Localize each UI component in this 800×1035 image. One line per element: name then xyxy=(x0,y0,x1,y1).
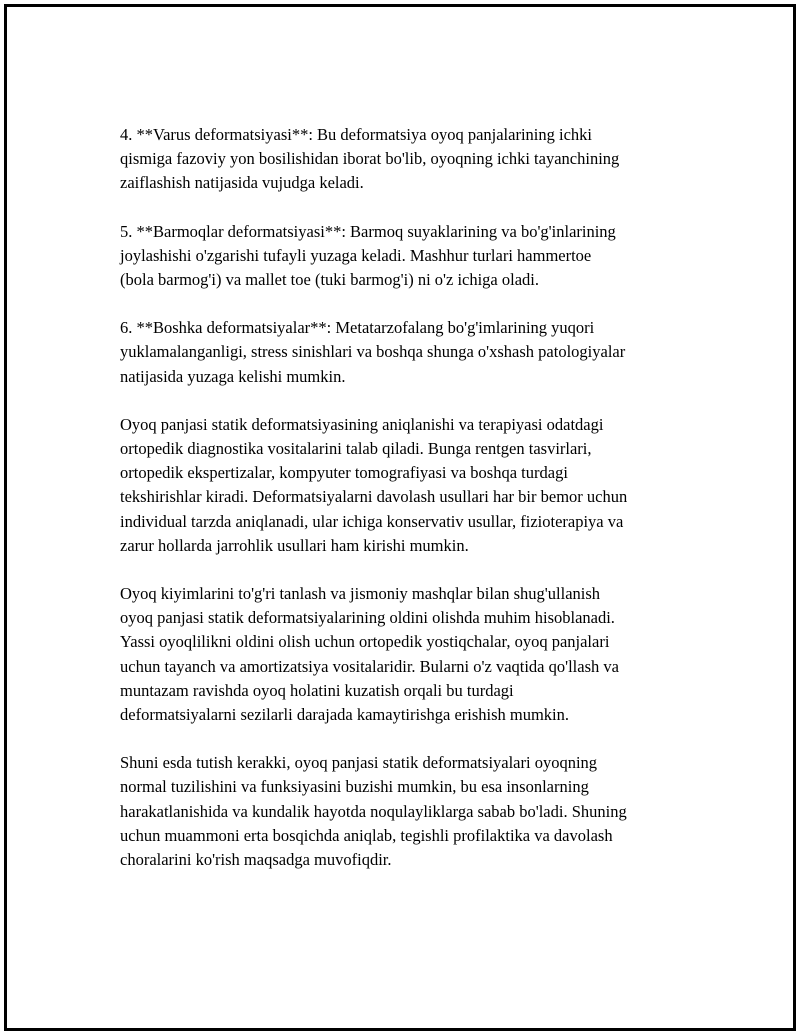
text-line: 4. **Varus deformatsiyasi**: Bu deformatsiya oyoq panjalarining ichki xyxy=(120,125,592,144)
paragraph-diagnosis-therapy xyxy=(120,413,700,558)
text-line: qismiga fazoviy yon bosilishidan iborat bo'lib, oyoqning ichki tayanchining xyxy=(120,149,620,169)
text-line: natijasida yuzaga kelishi mumkin. xyxy=(120,366,346,386)
text-line: Oyoq kiyimlarini to'g'ri tanlash va jismoniy mashqlar bilan shug'ullanish xyxy=(120,584,601,604)
text-line: (bola barmog'i) va mallet toe (tuki barmog'i) ni o'z ichiga oladi. xyxy=(120,270,540,290)
text-line: yuklamalanganligi, stress sinishlari va boshqa shunga o'xshash patologiyalar xyxy=(120,342,626,362)
text-line: Yassi oyoqlilikni oldini olish uchun ortopedik yostiqchalar, oyoq panjalari xyxy=(120,632,610,652)
text-line: deformatsiyalarni sezilarli darajada kamaytirishga erishish mumkin. xyxy=(120,705,570,725)
paragraph-conclusion xyxy=(120,751,700,872)
text-line: muntazam ravishda oyoq holatini kuzatish orqali bu turdagi xyxy=(120,680,514,700)
text-line: normal tuzilishini va funksiyasini buzishi mumkin, bu esa insonlarning xyxy=(120,777,589,797)
text-line: harakatlanishida va kundalik hayotda noqulayliklarga sabab bo'ladi. Shuning xyxy=(120,801,627,821)
text-line: uchun tayanch va amortizatsiya vositalaridir. Bularni o'z vaqtida qo'llash va xyxy=(120,656,619,676)
text-line: individual tarzda aniqlanadi, ular ichiga konservativ usullar, fizioterapiya va xyxy=(120,511,624,531)
paragraph-varus-deformity xyxy=(120,123,700,196)
document-body xyxy=(120,123,700,896)
text-line: oyoq panjasi statik deformatsiyalarining oldini olishda muhim hisoblanadi. xyxy=(120,608,615,628)
text-line: zaiflashish natijasida vujudga keladi. xyxy=(120,173,364,193)
paragraph-prevention xyxy=(120,582,700,727)
text-line: 5. **Barmoqlar deformatsiyasi**: Barmoq suyaklarining va bo'g'inlarining xyxy=(120,221,616,241)
paragraph-other-deformities xyxy=(120,316,700,389)
text-line: zarur hollarda jarrohlik usullari ham kirishi mumkin. xyxy=(120,535,469,555)
page-frame xyxy=(4,4,796,1031)
text-line: Shuni esda tutish kerakki, oyoq panjasi statik deformatsiyalari oyoqning xyxy=(120,753,598,773)
text-line: uchun muammoni erta bosqichda aniqlab, tegishli profilaktika va davolash xyxy=(120,825,613,845)
paragraph-toe-deformity xyxy=(120,220,700,293)
text-line: Oyoq panjasi statik deformatsiyasining aniqlanishi va terapiyasi odatdagi xyxy=(120,414,604,434)
text-line: 6. **Boshka deformatsiyalar**: Metatarzofalang bo'g'imlarining yuqori xyxy=(120,318,595,338)
text-line: ortopedik ekspertizalar, kompyuter tomografiyasi va boshqa turdagi xyxy=(120,463,568,483)
text-line: choralarini ko'rish maqsadga muvofiqdir. xyxy=(120,850,392,870)
text-line: tekshirishlar kiradi. Deformatsiyalarni davolash usullari har bir bemor uchun xyxy=(120,487,628,507)
text-line: ortopedik diagnostika vositalarini talab qiladi. Bunga rentgen tasvirlari, xyxy=(120,439,592,459)
text-line: joylashishi o'zgarishi tufayli yuzaga keladi. Mashhur turlari hammertoe xyxy=(120,245,592,265)
